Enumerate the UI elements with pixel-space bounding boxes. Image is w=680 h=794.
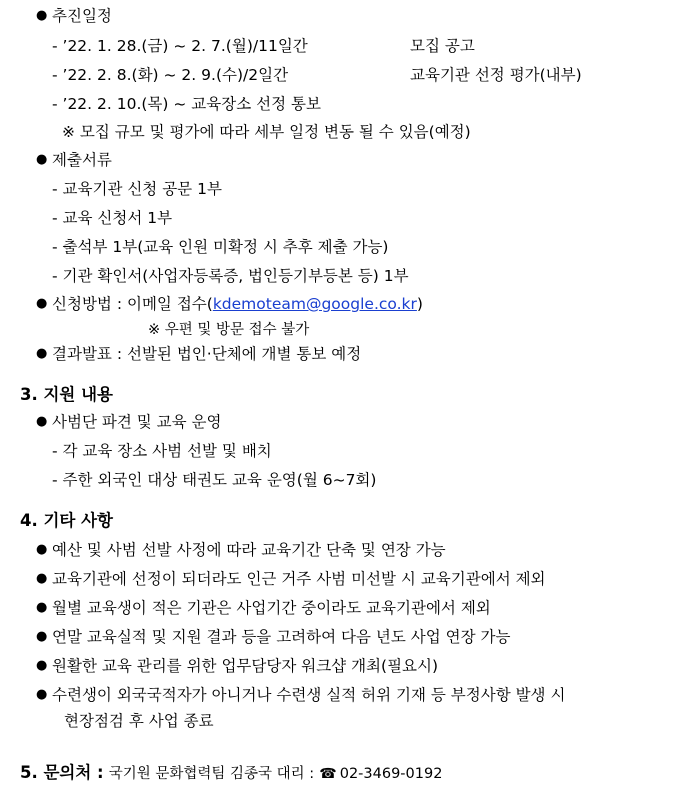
document-item-3: - 출석부 1부(교육 인원 미확정 시 추후 제출 가능) [52, 238, 389, 256]
document-item-1: - 교육기관 신청 공문 1부 [52, 180, 222, 198]
contact-text: 국기원 문화협력팀 김종국 대리 : [108, 766, 315, 782]
contact-label: 5. 문의처 : [20, 763, 104, 782]
contact-phone: 02-3469-0192 [339, 766, 443, 782]
schedule-row-2-date: - ’22. 2. 8.(화) ~ 2. 9.(수)/2일간 [52, 66, 289, 84]
result-text: 결과발표 : 선발된 법인·단체에 개별 통보 예정 [52, 345, 362, 363]
bullet-icon: ● [36, 296, 48, 311]
section3-heading: 3. 지원 내용 [20, 385, 113, 404]
section4-item-2: 교육기관에 선정이 되더라도 인근 거주 사범 미선발 시 교육기관에서 제외 [52, 570, 546, 588]
apply-note: ※ 우편 및 방문 접수 불가 [148, 322, 310, 338]
bullet-icon: ● [36, 658, 48, 673]
bullet-icon: ● [36, 600, 48, 615]
schedule-row-1-desc: 모집 공고 [410, 37, 475, 55]
schedule-row-3-date: - ’22. 2. 10.(목) ~ 교육장소 선정 통보 [52, 95, 321, 113]
section4-item-4: 연말 교육실적 및 지원 결과 등을 고려하여 다음 년도 사업 연장 가능 [52, 628, 511, 646]
schedule-note: ※ 모집 규모 및 평가에 따라 세부 일정 변동 될 수 있음(예정) [62, 123, 471, 141]
bullet-icon: ● [36, 152, 48, 167]
apply-label: 신청방법 : 이메일 접수( [52, 295, 213, 313]
bullet-icon: ● [36, 571, 48, 586]
bullet-icon: ● [36, 414, 48, 429]
section3-bullet: 사범단 파견 및 교육 운영 [52, 413, 222, 431]
document-item-4: - 기관 확인서(사업자등록증, 법인등기부등본 등) 1부 [52, 267, 409, 285]
bullet-icon: ● [36, 687, 48, 702]
document-item-2: - 교육 신청서 1부 [52, 209, 173, 227]
schedule-title: 추진일정 [52, 7, 112, 25]
apply-method [52, 294, 423, 314]
bullet-icon: ● [36, 346, 48, 361]
bullet-icon: ● [36, 629, 48, 644]
schedule-row-1-date: - ’22. 1. 28.(금) ~ 2. 7.(월)/11일간 [52, 37, 308, 55]
section4-item-6: 수련생이 외국국적자가 아니거나 수련생 실적 허위 기재 등 부정사항 발생 시 [52, 686, 566, 704]
section4-heading: 4. 기타 사항 [20, 511, 113, 530]
section4-item-5: 원활한 교육 관리를 위한 업무담당자 워크샵 개최(필요시) [52, 657, 439, 675]
section4-item-1: 예산 및 사범 선발 사정에 따라 교육기간 단축 및 연장 가능 [52, 541, 446, 559]
email-link[interactable]: kdemoteam@google.co.kr [212, 295, 417, 313]
section4-item-3: 월별 교육생이 적은 기관은 사업기간 중이라도 교육기관에서 제외 [52, 599, 491, 617]
section3-sub-1: - 각 교육 장소 사범 선발 및 배치 [52, 442, 272, 460]
section4-item-6-cont: 현장점검 후 사업 종료 [64, 712, 214, 730]
phone-icon: ☎ [319, 766, 337, 782]
apply-close: ) [416, 295, 423, 313]
section3-sub-2: - 주한 외국인 대상 태권도 교육 운영(월 6~7회) [52, 471, 377, 489]
documents-title: 제출서류 [52, 151, 112, 169]
bullet-icon: ● [36, 542, 48, 557]
schedule-row-2-desc: 교육기관 선정 평가(내부) [410, 66, 582, 84]
contact-line [20, 762, 442, 785]
bullet-icon: ● [36, 8, 48, 23]
